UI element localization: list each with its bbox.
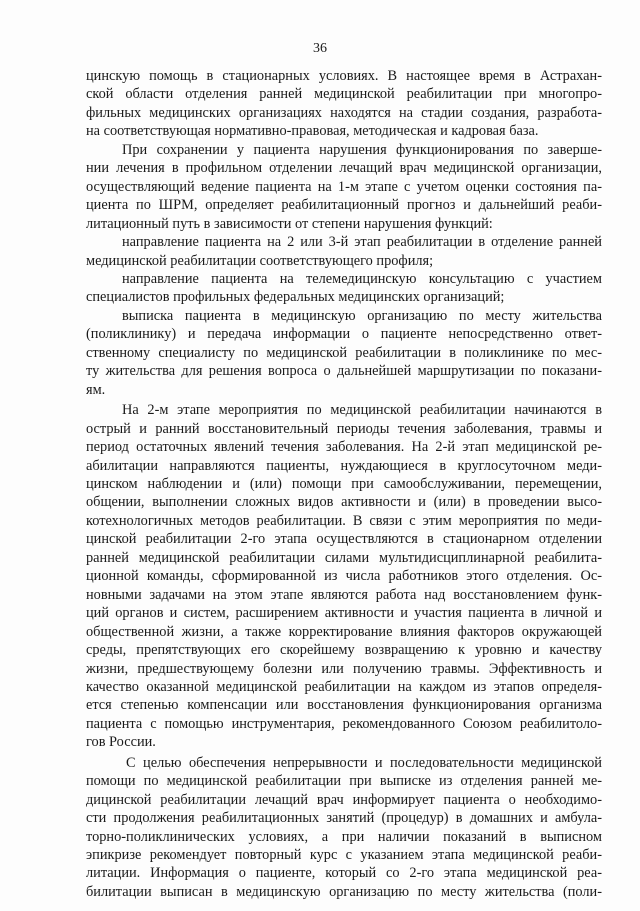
text-line: При сохранении у пациента нарушения функционирования по заверше- <box>122 141 602 158</box>
text-line: эпикризе рекомендует повторный курс с указанием этапа медицинской реаби- <box>86 847 602 864</box>
text-line: цинскую помощь в стационарных условиях. В настоящее время в Астрахан- <box>86 68 602 84</box>
text-line: торно-поликлинических условиях, а при наличии показаний в выписном <box>86 828 602 845</box>
text-line: дицинской реабилитации лечащий врач информирует пациента о необходимо- <box>86 791 602 808</box>
text-line: период остаточных явлений течения заболевания. На 2-й этап медицинской ре- <box>86 439 602 456</box>
text-line: среды, препятствующих его скорейшему возвращению к уровню и качеству <box>86 642 602 659</box>
text-line: На 2-м этапе мероприятия по медицинской реабилитации начинаются в <box>122 402 602 419</box>
page-number: 36 <box>313 41 327 56</box>
text-line: циента по ШРМ, определяет реабилитационный прогноз и дальнейший реаби- <box>86 197 602 214</box>
text-line: общении, выполнении сложных видов активности и (или) в проведении высо- <box>86 494 602 511</box>
text-line: абилитации направляются пациенты, нуждающиеся в круглосуточном меди- <box>86 457 602 474</box>
text-line: новными задачами на этом этапе являются работа над восстановлением функ- <box>86 586 602 603</box>
text-line: литации. Информация о пациенте, который со 2-го этапа медицинской реа- <box>86 865 602 882</box>
text-line: цинской реабилитации 2-го этапа осуществляются в стационарном отделении <box>86 531 602 548</box>
paragraph <box>86 754 602 902</box>
text-line: ственному специалисту по медицинской реабилитации в поликлинике по мес- <box>86 344 602 361</box>
text-line: литационный путь в зависимости от степени нарушения функций: <box>86 215 493 232</box>
text-line: осуществляющий ведение пациента на 1-м этапе с учетом оценки состояния па- <box>86 178 602 195</box>
text-line: ской области отделения ранней медицинской реабилитации при многопро- <box>86 86 602 103</box>
text-line: помощи по медицинской реабилитации при выписке из отделения ранней ме- <box>86 773 602 790</box>
document-body <box>86 67 602 901</box>
list-item <box>86 307 602 399</box>
text-line: направление пациента на телемедицинскую консультацию с участием <box>122 270 602 287</box>
text-line: котехнологичных методов реабилитации. В связи с этим мероприятия по меди- <box>86 512 602 529</box>
text-line: ционной команды, сформированной из числа работников этого отделения. Ос- <box>86 568 602 585</box>
text-line: цинском наблюдении и (или) помощи при самообслуживании, перемещении, <box>86 475 602 492</box>
list-item <box>86 233 602 270</box>
text-line: специалистов профильных федеральных медицинских организаций; <box>86 289 505 306</box>
text-line: на соответствующая нормативно-правовая, методическая и кадровая база. <box>86 123 539 140</box>
text-line: сти продолжения реабилитационных занятий (процедур) в домашних и амбула- <box>86 810 602 827</box>
list-item <box>86 270 602 307</box>
text-line: нии лечения в профильном отделении лечащий врач медицинской организации, <box>86 160 602 177</box>
text-line: гов России. <box>86 734 156 751</box>
paragraph <box>86 67 602 141</box>
text-line: острый и ранний восстановительный периоды течения заболевания, травмы и <box>86 420 602 437</box>
text-line: (поликлинику) и передача информации о пациенте непосредственно ответ- <box>86 326 602 343</box>
text-line: жизни, предшествующему болезни или получению травмы. Эффективность и <box>86 660 602 677</box>
text-line: С целью обеспечения непрерывности и последовательности медицинской <box>126 754 602 771</box>
paragraph <box>86 401 602 752</box>
text-line: ций органов и систем, расширением активности и участия пациента в личной и <box>86 605 602 622</box>
text-line: билитации выписан в медицинскую организацию по месту жительства (поли- <box>86 883 602 900</box>
text-line: пациента с помощью инструментария, рекомендованного Союзом реабилитоло- <box>86 715 602 732</box>
text-line: ту жительства для решения вопроса о дальнейшей маршрутизации по показани- <box>86 363 602 380</box>
text-line: ям. <box>86 381 106 398</box>
text-line: медицинской реабилитации соответствующего профиля; <box>86 252 434 269</box>
text-line: направление пациента на 2 или 3-й этап реабилитации в отделение ранней <box>122 234 602 251</box>
text-line: выписка пациента в медицинскую организацию по месту жительства <box>122 307 602 324</box>
text-line: качество оказанной медицинской реабилитации на каждом из этапов определя- <box>86 678 602 695</box>
text-line: фильных медицинских организациях находятся на стадии создания, разработа- <box>86 104 602 121</box>
text-line: ется степенью компенсации или восстановления функционирования организма <box>86 697 602 714</box>
text-line: общественной жизни, а также корректирование влияния факторов окружающей <box>86 623 602 640</box>
text-line: ранней медицинской реабилитации силами мультидисциплинарной реабилита- <box>86 549 602 566</box>
paragraph <box>86 141 602 233</box>
